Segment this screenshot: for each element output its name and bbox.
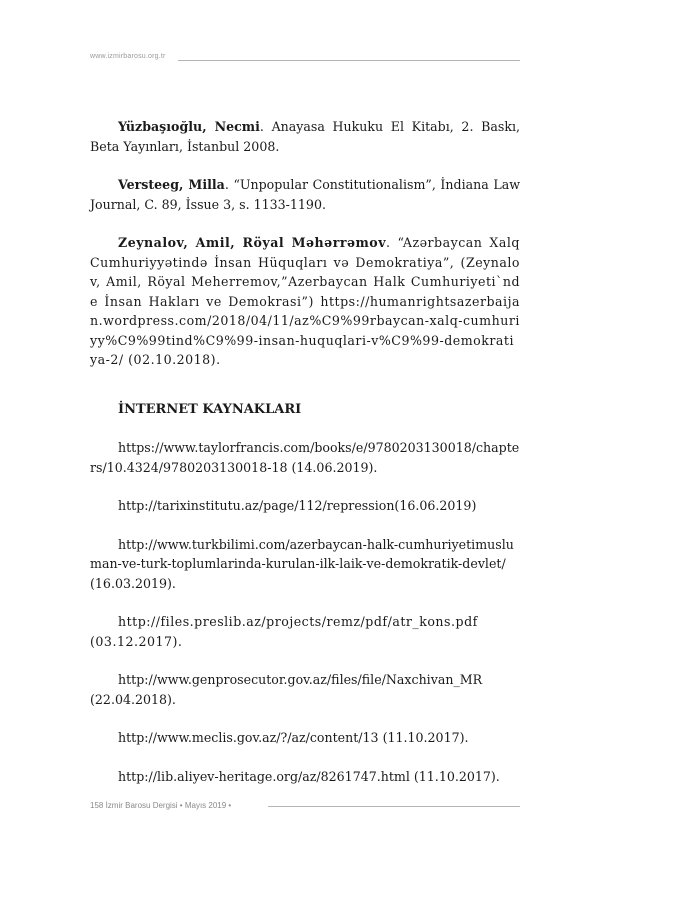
internet-source-item: https://www.taylorfrancis.com/books/e/9780203130018/chapters/10.4324/9780203130018-18 (14.06.2019). [90, 440, 520, 475]
reference-author: Versteeg, Milla [118, 177, 225, 192]
internet-source-item: http://www.turkbilimi.com/azerbaycan-halk-cumhuriyetimusluman-ve-turk-toplumlarinda-kurulan-ilk-laik-ve-demokratik-devlet/ (16.03.2019). [90, 536, 514, 591]
page-content [90, 117, 520, 805]
header-url: www.izmirbarosu.org.tr [90, 53, 166, 60]
reference-entry [90, 117, 520, 156]
page-header [90, 53, 520, 67]
reference-entry [90, 233, 520, 370]
footer-text: 158 İzmir Barosu Dergisi • Mayıs 2019 • [90, 801, 232, 810]
reference-author: Yüzbaşıoğlu, Necmi [118, 119, 260, 134]
internet-source-item: http://lib.aliyev-heritage.org/az/8261747.html (11.10.2017). [118, 768, 500, 784]
page-footer [90, 801, 520, 815]
internet-source-item: http://www.genprosecutor.gov.az/files/file/Naxchivan_MR (22.04.2018). [90, 672, 483, 707]
internet-source-item: http://www.meclis.gov.az/?/az/content/13 (11.10.2017). [118, 730, 469, 745]
reference-text: . “Unpopular Constitutionalism”, İndiana Law Journal, C. 89, İssue 3, s. 1133-1190. [90, 177, 520, 212]
section-title: İNTERNET KAYNAKLARI [118, 401, 302, 417]
reference-author: Zeynalov, Amil, Röyal Məhərrəmov [118, 235, 387, 250]
reference-text: . Anayasa Hukuku El Kitabı, 2. Baskı, Beta Yayınları, İstanbul 2008. [90, 119, 520, 154]
reference-text: . “Azərbaycan Xalq Cumhuriyyətində İnsan Hüquqları və Demokratiya”, (Zeynalov, Amil, Röyal Meherremov,”Azerbaycan Halk Cumhuriyeti`nde İnsan Hakları ve Demokrasi”) https://humanrightsazerbaijan.wordpress.com/2018/04/11/az%C9%99rbaycan-xalq-cumhuriyy%C9%99tind%C9%99-insan-huquqlari-v%C9%99-demokratiya-2/ (02.10.2018). [90, 235, 520, 367]
internet-source-item: http://files.preslib.az/projects/remz/pdf/atr_kons.pdf (03.12.2017). [90, 614, 478, 649]
internet-source-item: http://tarixinstitutu.az/page/112/repression(16.06.2019) [118, 498, 477, 513]
footer-rule [268, 806, 520, 807]
header-rule [178, 60, 520, 61]
reference-entry [90, 175, 520, 214]
